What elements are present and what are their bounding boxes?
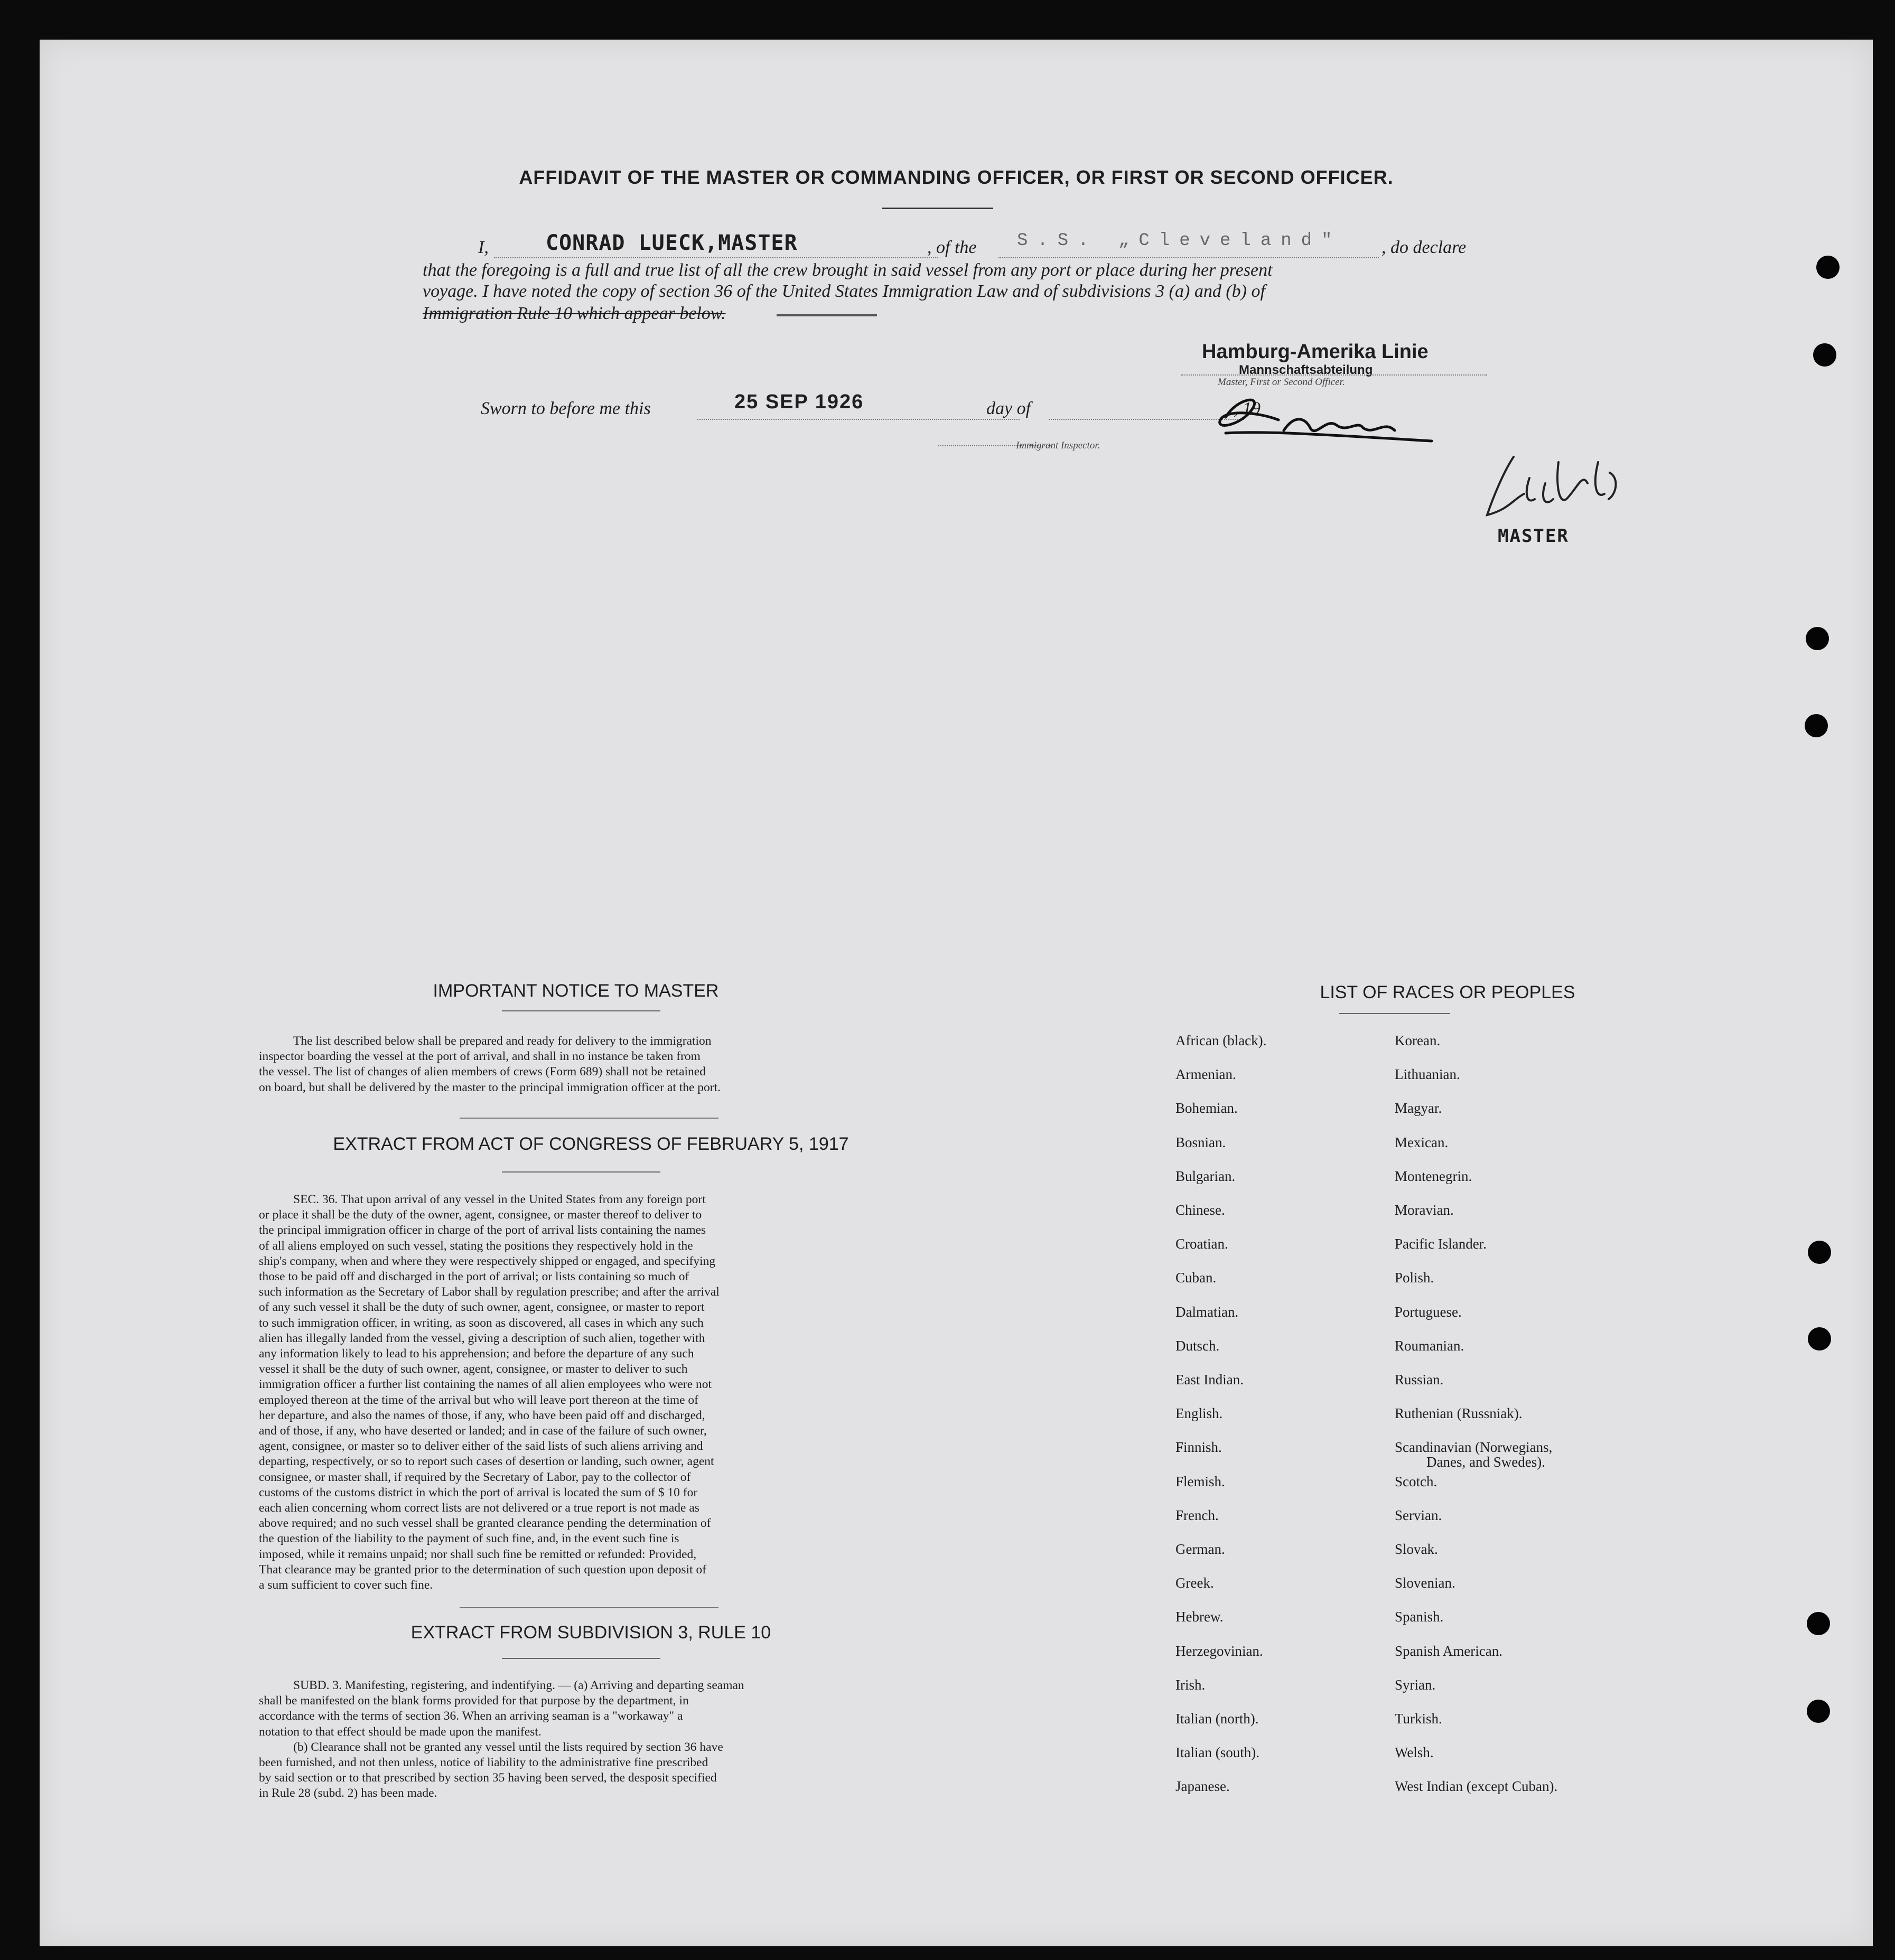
paragraph-line: or place it shall be the duty of the owner, agent, consignee, or master thereof to deliver to (259, 1208, 702, 1222)
master-signature (1466, 441, 1656, 526)
race-item-continuation: Danes, and Swedes). (1426, 1454, 1545, 1470)
race-item: Irish. (1175, 1676, 1206, 1693)
paragraph-line: (b) Clearance shall not be granted any vessel until the lists required by section 36 have (293, 1740, 723, 1754)
binder-hole (1813, 343, 1836, 367)
paragraph-line: by said section or to that prescribed by section 35 having been served, the desposit specified (259, 1771, 717, 1785)
race-item: Pacific Islander. (1395, 1236, 1487, 1252)
race-item: Slovak. (1395, 1541, 1438, 1557)
title-divider (882, 208, 993, 209)
notice-line: on board, but shall be delivered by the master to the principal immigration officer at the port. (259, 1080, 721, 1094)
do-declare-label: , do declare (1381, 238, 1467, 257)
race-item: West Indian (except Cuban). (1395, 1778, 1558, 1795)
paragraph-line: the principal immigration officer in charge of the port of arrival lists containing the names (259, 1223, 706, 1237)
inspector-signature (1205, 388, 1458, 452)
vessel-fill-line (998, 257, 1379, 258)
race-item: Herzegovinian. (1175, 1643, 1263, 1659)
paragraph-line: immigration officer a further list containing the names of all alien employees who were not (259, 1377, 712, 1392)
race-item: Servian. (1395, 1507, 1442, 1523)
race-item: Russian. (1395, 1372, 1444, 1387)
race-item: Cuban. (1175, 1270, 1217, 1286)
paragraph-line: employed thereon at the time of the arrival but who will leave port thereon at the time of (259, 1393, 699, 1407)
race-item: Italian (north). (1175, 1711, 1259, 1727)
race-item: Dutsch. (1175, 1337, 1220, 1354)
company-stamp: Hamburg-Amerika Linie (1202, 341, 1429, 363)
company-stamp-sub: Mannschaftsabteilung (1239, 363, 1373, 377)
race-item: Armenian. (1175, 1066, 1236, 1083)
race-item: Flemish. (1175, 1473, 1225, 1489)
binder-hole (1816, 256, 1840, 279)
paragraph-line: of any such vessel it shall be the duty of such owner, agent, consignee, or master to report (259, 1300, 705, 1315)
officer-caption: Master, First or Second Officer. (1218, 377, 1345, 388)
paragraph-line: each alien concerning whom correct lists are not delivered or a true report is not made as (259, 1501, 699, 1515)
affidavit-title: AFFIDAVIT OF THE MASTER OR COMMANDING OFFICER, OR FIRST OR SECOND OFFICER. (519, 166, 1394, 188)
of-the-label: , of the (927, 238, 977, 257)
race-item: East Indian. (1175, 1372, 1244, 1387)
race-item: German. (1175, 1541, 1225, 1557)
vessel-name: S.S. „Cleveland" (1017, 231, 1342, 251)
affidavit-line-2: that the foregoing is a full and true list of all the crew brought in said vessel from any port or place during her present (423, 260, 1273, 280)
race-item: Portuguese. (1395, 1303, 1462, 1320)
race-item: Bulgarian. (1175, 1168, 1236, 1184)
day-of-label: day of (986, 399, 1031, 418)
race-item: Hebrew. (1175, 1609, 1224, 1625)
race-item: Korean. (1395, 1033, 1441, 1048)
master-stamp: MASTER (1498, 526, 1569, 547)
notice-divider (460, 1118, 718, 1119)
notice-title-rule (502, 1010, 660, 1011)
paragraph-line: above required; and no such vessel shall be granted clearance pending the determination of (259, 1516, 711, 1531)
notice-line: inspector boarding the vessel at the port of arrival, and shall in no instance be taken from (259, 1049, 701, 1064)
race-item: Croatian. (1175, 1236, 1228, 1252)
paragraph-line: any information likely to lead to his apprehension; and before the departure of any such (259, 1347, 694, 1361)
year-prefix: , 19 (1234, 399, 1261, 418)
race-item: French. (1175, 1507, 1219, 1523)
sworn-label: Sworn to before me this (481, 399, 651, 418)
paragraph-line: SUBD. 3. Manifesting, registering, and indentifying. — (a) Arriving and departing seaman (293, 1678, 744, 1692)
paragraph-line: consignee, or master shall, if required by the Secretary of Labor, pay to the collector of (259, 1470, 691, 1484)
paragraph-line: and of those, if any, who have deserted or landed; and in case of the failure of such owner, (259, 1424, 707, 1438)
affidavit-line-3: voyage. I have noted the copy of section 36 of the United States Immigration Law and of subdivisions 3 (a) and (b) of (423, 282, 1265, 301)
race-item: Moravian. (1395, 1202, 1454, 1218)
paragraph-line: imposed, while it remains unpaid; nor shall such fine be remitted or refunded: Provided, (259, 1547, 697, 1561)
paragraph-line: That clearance may be granted prior to the determination of such question upon deposit of (259, 1562, 707, 1577)
race-item: Turkish. (1395, 1711, 1442, 1727)
notice-line: the vessel. The list of changes of alien members of crews (Form 689) shall not be retained (259, 1065, 706, 1079)
race-item: Magyar. (1395, 1100, 1442, 1117)
officer-fill-line (1181, 374, 1487, 376)
paragraph-line: ship's company, when and where they were respectively shipped or engaged, and specifying (259, 1254, 716, 1268)
race-item: Roumanian. (1395, 1337, 1464, 1354)
race-item: Slovenian. (1395, 1575, 1455, 1591)
sworn-date-stamp: 25 SEP 1926 (734, 391, 864, 413)
race-item: Syrian. (1395, 1676, 1436, 1693)
paragraph-line: in Rule 28 (subd. 2) has been made. (259, 1786, 437, 1800)
race-item: Finnish. (1175, 1439, 1222, 1456)
race-item: Scotch. (1395, 1473, 1437, 1489)
race-item: English. (1175, 1405, 1223, 1422)
race-item: Chinese. (1175, 1202, 1225, 1218)
extract-rule-title: EXTRACT FROM SUBDIVISION 3, RULE 10 (410, 1623, 771, 1643)
binder-hole (1808, 1327, 1831, 1351)
extract-rule-title-rule (502, 1658, 660, 1659)
paragraph-line: shall be manifested on the blank forms provided for that purpose by the department, in (259, 1694, 689, 1708)
inspector-caption: Immigrant Inspector. (1016, 440, 1100, 451)
paragraph-line: of all aliens employed on such vessel, stating the positions they respectively hold in the (259, 1239, 693, 1253)
race-item: Polish. (1395, 1270, 1434, 1286)
race-item: Italian (south). (1175, 1745, 1259, 1761)
race-item: Spanish American. (1395, 1643, 1502, 1659)
paragraph-line: accordance with the terms of section 36. When an arriving seaman is a "workaway" a (259, 1709, 683, 1723)
race-item: Mexican. (1395, 1134, 1449, 1150)
race-item: Welsh. (1395, 1745, 1434, 1761)
strike-mark (777, 314, 877, 316)
paragraph-line: agent, consignee, or master so to deliver either of the said lists of such aliens arriving and (259, 1439, 703, 1453)
binder-hole (1807, 1700, 1830, 1723)
document-sheet (40, 40, 1873, 1946)
race-item: Dalmatian. (1175, 1303, 1239, 1320)
race-item: Spanish. (1395, 1609, 1444, 1625)
race-item: Ruthenian (Russniak). (1395, 1405, 1523, 1422)
extract-act-title-rule (502, 1171, 660, 1173)
races-title: LIST OF RACES OR PEOPLES (1320, 982, 1575, 1002)
name-fill-line (494, 257, 938, 258)
races-title-rule (1339, 1013, 1450, 1014)
paragraph-line: SEC. 36. That upon arrival of any vessel in the United States from any foreign port (293, 1193, 706, 1206)
extract-rule-text (259, 1678, 923, 1802)
paragraph-line: alien has illegally landed from the vessel, giving a description of such alien, together with (259, 1331, 705, 1345)
binder-hole (1806, 627, 1829, 650)
race-item: Greek. (1175, 1575, 1214, 1591)
race-item: Japanese. (1175, 1778, 1230, 1795)
race-item: Bohemian. (1175, 1100, 1238, 1117)
binder-hole (1808, 1241, 1831, 1264)
race-item: Scandinavian (Norwegians, (1395, 1439, 1553, 1456)
paragraph-line: departing, respectively, or so to report such cases of desertion or landing, such owner, agent (259, 1455, 714, 1469)
race-item: Lithuanian. (1395, 1066, 1460, 1083)
race-item: African (black). (1175, 1033, 1267, 1048)
act-divider (460, 1607, 718, 1608)
master-name-stamp: CONRAD LUECK,MASTER (546, 231, 798, 255)
paragraph-line: to such immigration officer, in writing, as soon as discovered, all cases in which any such (259, 1316, 704, 1330)
paragraph-line: been furnished, and not then unless, notice of liability to the administrative fine prescribed (259, 1756, 708, 1770)
binder-hole (1805, 714, 1828, 737)
paragraph-line: notation to that effect should be made upon the manifest. (259, 1724, 542, 1739)
paragraph-line: customs of the customs district in which the port of arrival is located the sum of $ 10 for (259, 1485, 698, 1499)
affidavit-i-label: I, (478, 238, 489, 257)
notice-line: The list described below shall be prepared and ready for delivery to the immigration (293, 1034, 712, 1048)
paragraph-line: the question of the liability to the payment of such fine, and, in the event such fine is (259, 1532, 679, 1546)
paragraph-line: a sum sufficient to cover such fine. (259, 1578, 433, 1592)
notice-title: IMPORTANT NOTICE TO MASTER (433, 981, 719, 1001)
binder-hole (1807, 1612, 1830, 1635)
race-item: Bosnian. (1175, 1134, 1226, 1150)
affidavit-line-4: Immigration Rule 10 which appear below. (423, 304, 726, 323)
paragraph-line: those to be paid off and discharged in the port of arrival; or lists containing so much of (259, 1270, 689, 1284)
paragraph-line: her departure, and also the names of those, if any, who have been paid off and discharged, (259, 1408, 705, 1422)
notice-text (259, 1034, 923, 1095)
race-item: Montenegrin. (1395, 1168, 1472, 1184)
extract-act-text (259, 1192, 923, 1593)
paragraph-line: vessel it shall be the duty of such owner, agent, consignee, or master to deliver to such (259, 1362, 688, 1376)
paragraph-line: such information as the Secretary of Labor shall by regulation prescribe; and after the arrival (259, 1285, 720, 1299)
date-fill-line (697, 419, 1020, 420)
extract-act-title: EXTRACT FROM ACT OF CONGRESS OF FEBRUARY 5, 1917 (333, 1134, 849, 1154)
